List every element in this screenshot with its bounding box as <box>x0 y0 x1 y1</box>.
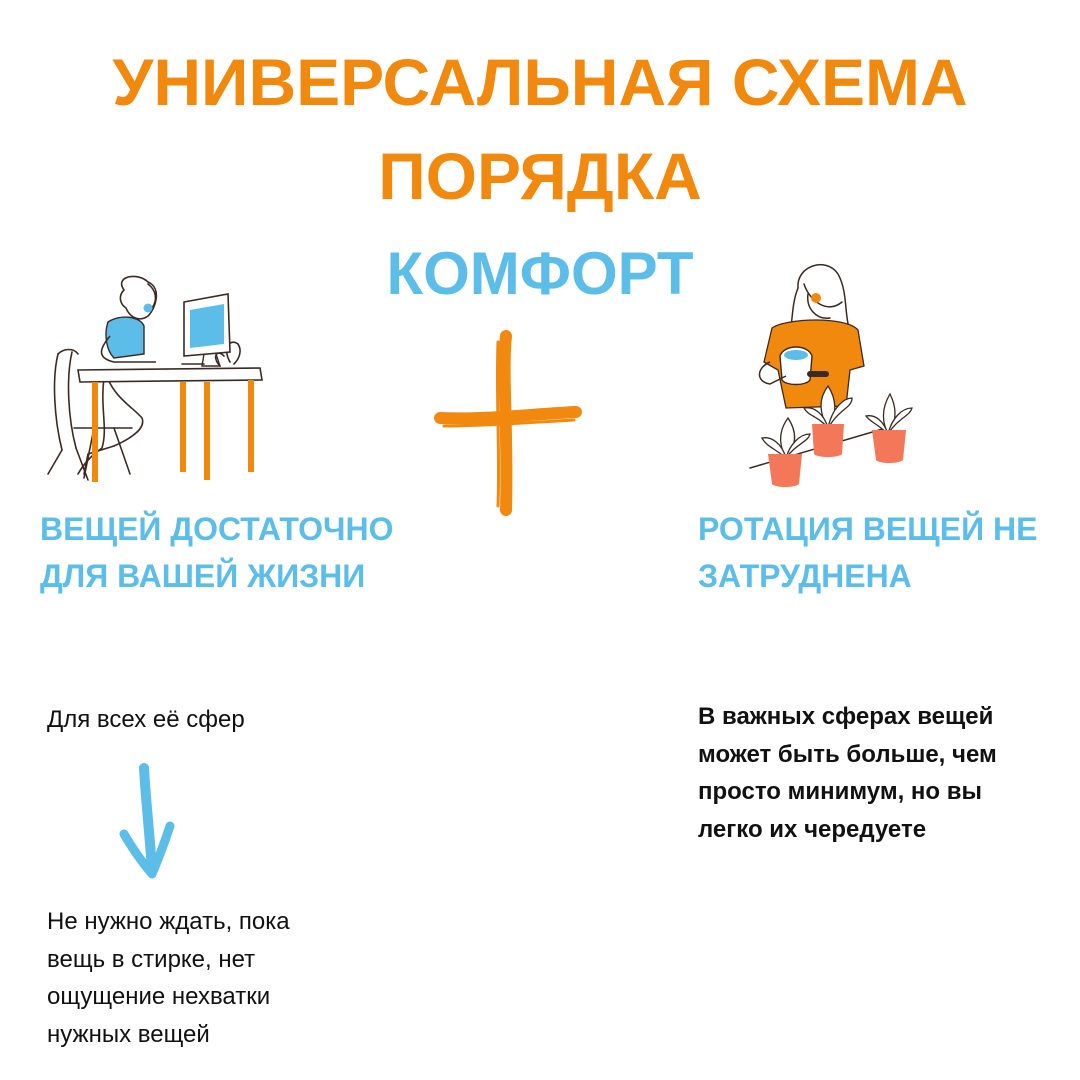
right-heading: РОТАЦИЯ ВЕЩЕЙ НЕ ЗАТРУДНЕНА <box>698 511 1038 594</box>
page-subtitle: КОМФОРТ <box>386 240 694 307</box>
left-note: Для всех её сфер <box>47 706 245 733</box>
down-arrow-icon <box>118 764 178 882</box>
woman-at-computer-illustration <box>44 278 268 486</box>
left-description: Не нужно ждать, пока вещь в стирке, нет ощущение нехватки нужных вещей <box>47 908 290 1048</box>
plus-icon <box>436 334 580 512</box>
woman-watering-plants-illustration <box>746 258 918 490</box>
left-heading: ВЕЩЕЙ ДОСТАТОЧНО ДЛЯ ВАШЕЙ ЖИЗНИ <box>40 511 394 594</box>
page-title-line-1: УНИВЕРСАЛЬНАЯ СХЕМА <box>112 45 968 119</box>
page-title-line-2: ПОРЯДКА <box>378 139 702 213</box>
right-description: В важных сферах вещей может быть больше, чем просто минимум, но вы легко их чередуете <box>698 703 997 843</box>
